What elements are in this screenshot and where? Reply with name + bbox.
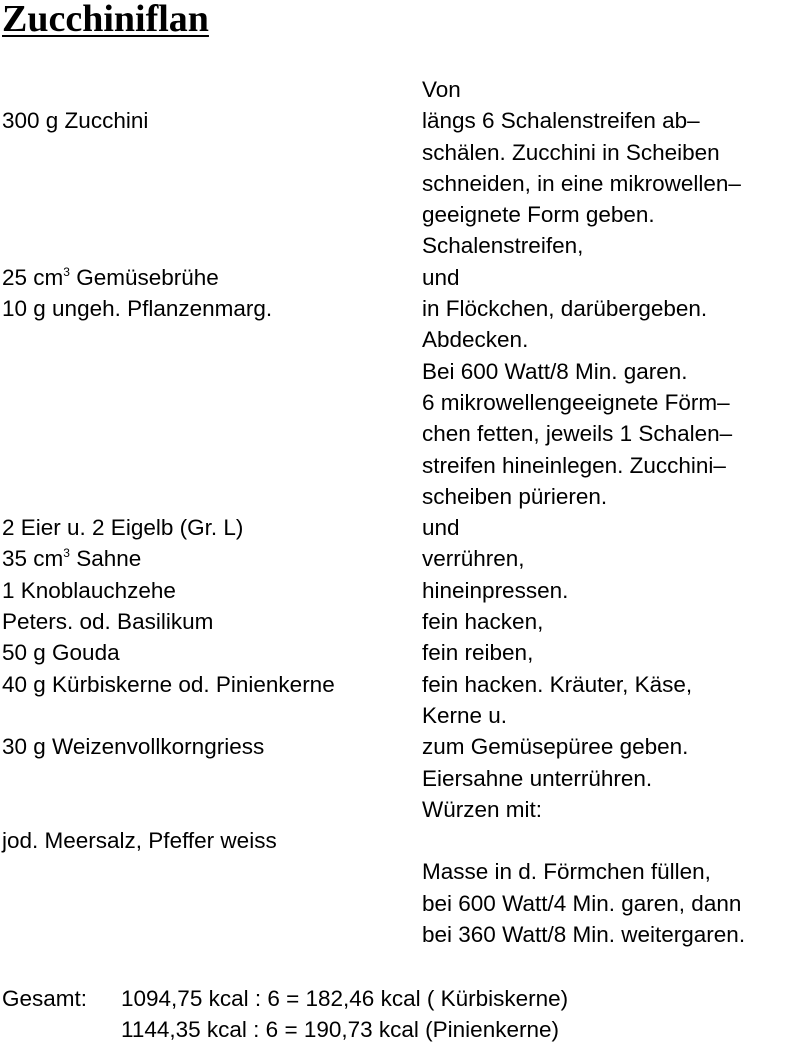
recipe-row (0, 356, 807, 387)
recipe-row (0, 856, 807, 887)
instruction: Eiersahne unterrühren. (422, 765, 653, 791)
ingredient: 1 Knoblauchzehe (2, 577, 176, 603)
ingredient-cream (2, 543, 141, 574)
ingredient: jod. Meersalz, Pfeffer weiss (2, 828, 277, 854)
instruction: bei 360 Watt/8 Min. weitergaren. (422, 922, 746, 948)
ingredient: 40 g Kürbiskerne od. Pinienkerne (2, 671, 335, 697)
recipe-row (0, 606, 807, 637)
broth-amount: 25 cm (2, 264, 64, 290)
recipe-table (0, 74, 807, 950)
totals-row (0, 983, 807, 1014)
recipe-row (0, 137, 807, 168)
recipe-row (0, 450, 807, 481)
recipe-row (0, 669, 807, 700)
calorie-totals (0, 983, 807, 1046)
ingredient: 50 g Gouda (2, 640, 120, 666)
instruction: scheiben pürieren. (422, 483, 608, 509)
broth-name: Gemüsebrühe (69, 264, 219, 290)
instruction: verrühren, (422, 546, 525, 572)
recipe-row (0, 293, 807, 324)
instruction: geeignete Form geben. (422, 202, 655, 228)
instruction: schälen. Zucchini in Scheiben (422, 139, 720, 165)
instruction: und (422, 264, 460, 290)
instruction: bei 600 Watt/4 Min. garen, dann (422, 890, 742, 916)
recipe-row (0, 543, 807, 574)
recipe-row (0, 794, 807, 825)
ingredient: 300 g Zucchini (2, 108, 149, 134)
instruction: Von (422, 77, 461, 102)
recipe-row (0, 324, 807, 355)
instruction: und (422, 515, 460, 541)
cubic-superscript: 3 (63, 264, 70, 279)
totals-pine-nuts: 1144,35 kcal : 6 = 190,73 kcal (Pinienkerne) (121, 1017, 559, 1043)
cubic-superscript: 3 (63, 546, 70, 561)
recipe-row (0, 168, 807, 199)
recipe-row (0, 199, 807, 230)
ingredient: 30 g Weizenvollkorngriess (2, 734, 265, 760)
ingredient: 2 Eier u. 2 Eigelb (Gr. L) (2, 515, 244, 541)
cream-amount: 35 cm (2, 546, 64, 572)
instruction: Abdecken. (422, 327, 529, 353)
instruction: Würzen mit: (422, 796, 543, 822)
recipe-row (0, 700, 807, 731)
recipe-row (0, 481, 807, 512)
ingredient-broth (2, 262, 219, 293)
ingredient: Peters. od. Basilikum (2, 609, 214, 635)
recipe-row (0, 105, 807, 136)
totals-row (0, 1014, 807, 1045)
recipe-row (0, 512, 807, 543)
totals-label: Gesamt: (2, 986, 88, 1011)
recipe-row (0, 74, 807, 105)
instruction: fein hacken. Kräuter, Käse, (422, 671, 693, 697)
instruction: längs 6 Schalenstreifen ab– (422, 108, 700, 134)
cream-name: Sahne (69, 546, 142, 572)
recipe-row (0, 825, 807, 856)
instruction: fein reiben, (422, 640, 534, 666)
instruction: zum Gemüsepüree geben. (422, 734, 689, 760)
recipe-row (0, 575, 807, 606)
recipe-title: Zucchiniflan (2, 0, 209, 40)
recipe-row (0, 919, 807, 950)
recipe-row (0, 387, 807, 418)
instruction: schneiden, in eine mikrowellen– (422, 170, 741, 196)
recipe-row (0, 888, 807, 919)
instruction: Schalenstreifen, (422, 233, 584, 259)
recipe-row (0, 763, 807, 794)
instruction: in Flöckchen, darübergeben. (422, 296, 708, 322)
instruction: fein hacken, (422, 609, 544, 635)
instruction: hineinpressen. (422, 577, 569, 603)
instruction: Kerne u. (422, 702, 508, 728)
recipe-row (0, 230, 807, 261)
instruction: Masse in d. Förmchen füllen, (422, 859, 711, 885)
instruction: chen fetten, jeweils 1 Schalen– (422, 421, 733, 447)
recipe-row (0, 418, 807, 449)
instruction: Bei 600 Watt/8 Min. garen. (422, 358, 688, 384)
recipe-row (0, 637, 807, 668)
recipe-row (0, 731, 807, 762)
totals-pumpkin-seeds: 1094,75 kcal : 6 = 182,46 kcal ( Kürbiskerne) (121, 986, 569, 1011)
instruction: streifen hineinlegen. Zucchini– (422, 452, 726, 478)
instruction: 6 mikrowellengeeignete Förm– (422, 389, 730, 415)
recipe-row (0, 262, 807, 293)
ingredient: 10 g ungeh. Pflanzenmarg. (2, 296, 273, 322)
